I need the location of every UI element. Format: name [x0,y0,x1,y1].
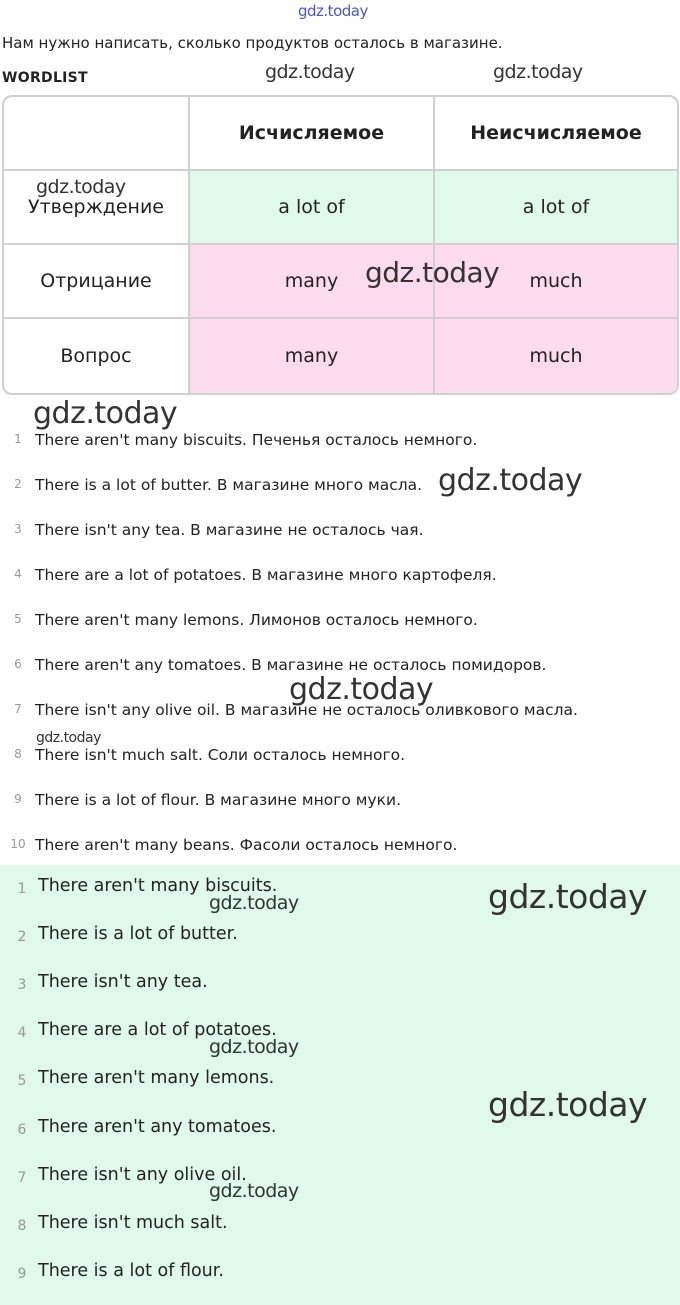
item-text: There aren't any tomatoes. В магазине не осталось помидоров. [35,656,547,674]
table-cell: much [435,319,677,393]
watermark: gdz.today [438,463,583,498]
row-label: Утверждение [4,171,190,245]
list-item [0,1252,680,1300]
watermark: gdz.today [209,892,299,914]
watermark: gdz.today [209,1036,299,1058]
intro-text: Нам нужно написать, сколько продуктов осталось в магазине. [2,34,503,52]
watermark: gdz.today [36,176,126,198]
item-text: There is a lot of flour. В магазине много муки. [35,791,401,809]
item-text: There isn't any olive oil. В магазине не осталось оливкового масла. [35,701,578,719]
table-cell: many [190,319,435,393]
item-text: There is a lot of flour. [38,1261,224,1281]
item-number: 8 [17,1218,27,1234]
item-text: There isn't much salt. Соли осталось немного. [35,746,406,764]
item-text: There aren't any tomatoes. [38,1117,277,1137]
list-item [0,825,680,870]
list-item [0,1156,680,1204]
list-item [0,510,680,555]
item-number: 1 [17,881,27,897]
watermark: gdz.today [289,672,434,707]
item-text: There isn't any tea. В магазине не осталось чая. [35,521,424,539]
item-text: There isn't any tea. [38,972,208,992]
table-cell: many [190,245,435,319]
item-number: 10 [10,837,26,851]
item-number: 3 [17,977,27,993]
item-number: 2 [14,477,22,491]
item-number: 7 [17,1170,27,1186]
list-item [0,555,680,600]
watermark: gdz.today [365,256,500,289]
list-item [0,1204,680,1252]
table-cell: a lot of [190,171,435,245]
list-item [0,1011,680,1059]
table-row [4,245,677,319]
table-header-countable: Исчисляемое [190,97,435,171]
item-number: 2 [17,929,27,945]
watermark: gdz.today [36,730,101,746]
item-text: There aren't many biscuits. Печенья осталось немного. [35,431,478,449]
item-number: 6 [17,1122,27,1138]
wordlist-label: WORDLIST [2,70,88,86]
list-item [0,735,680,780]
item-text: There aren't many lemons. Лимонов осталось немного. [35,611,478,629]
item-text: There isn't any olive oil. [38,1165,247,1185]
item-number: 6 [14,657,22,671]
item-text: There isn't much salt. [38,1213,228,1233]
item-text: There aren't many beans. Фасоли осталось немного. [35,836,458,854]
item-number: 9 [17,1266,27,1282]
table-header-uncountable: Неисчисляемое [435,97,677,171]
item-number: 4 [17,1025,27,1041]
table-cell: a lot of [435,171,677,245]
watermark: gdz.today [33,396,178,431]
list-item [0,915,680,963]
row-label: Вопрос [4,319,190,393]
item-text: There are a lot of potatoes. [38,1020,277,1040]
list-item [0,780,680,825]
item-text: There aren't many biscuits. [38,876,278,896]
item-number: 8 [14,747,22,761]
table-row [4,319,677,393]
watermark: gdz.today [488,1085,648,1124]
watermark: gdz.today [488,877,648,916]
item-text: There is a lot of butter. [38,924,238,944]
watermark: gdz.today [209,1180,299,1202]
item-text: There aren't many lemons. [38,1068,275,1088]
item-number: 1 [14,432,22,446]
list-item [0,600,680,645]
item-number: 5 [14,612,22,626]
watermark: gdz.today [298,2,368,20]
item-number: 9 [14,792,22,806]
watermark: gdz.today [265,61,355,83]
row-label: Отрицание [4,245,190,319]
table-header-empty [4,97,190,171]
table-header-row [4,97,677,171]
item-number: 3 [14,522,22,536]
item-text: There is a lot of butter. В магазине много масла. [35,476,423,494]
list-item [0,963,680,1011]
item-text: There are a lot of potatoes. В магазине много картофеля. [35,566,497,584]
table-cell: much [435,245,677,319]
item-number: 5 [17,1073,27,1089]
grammar-table [2,95,679,395]
item-number: 4 [14,567,22,581]
watermark: gdz.today [493,61,583,83]
item-number: 7 [14,702,22,716]
